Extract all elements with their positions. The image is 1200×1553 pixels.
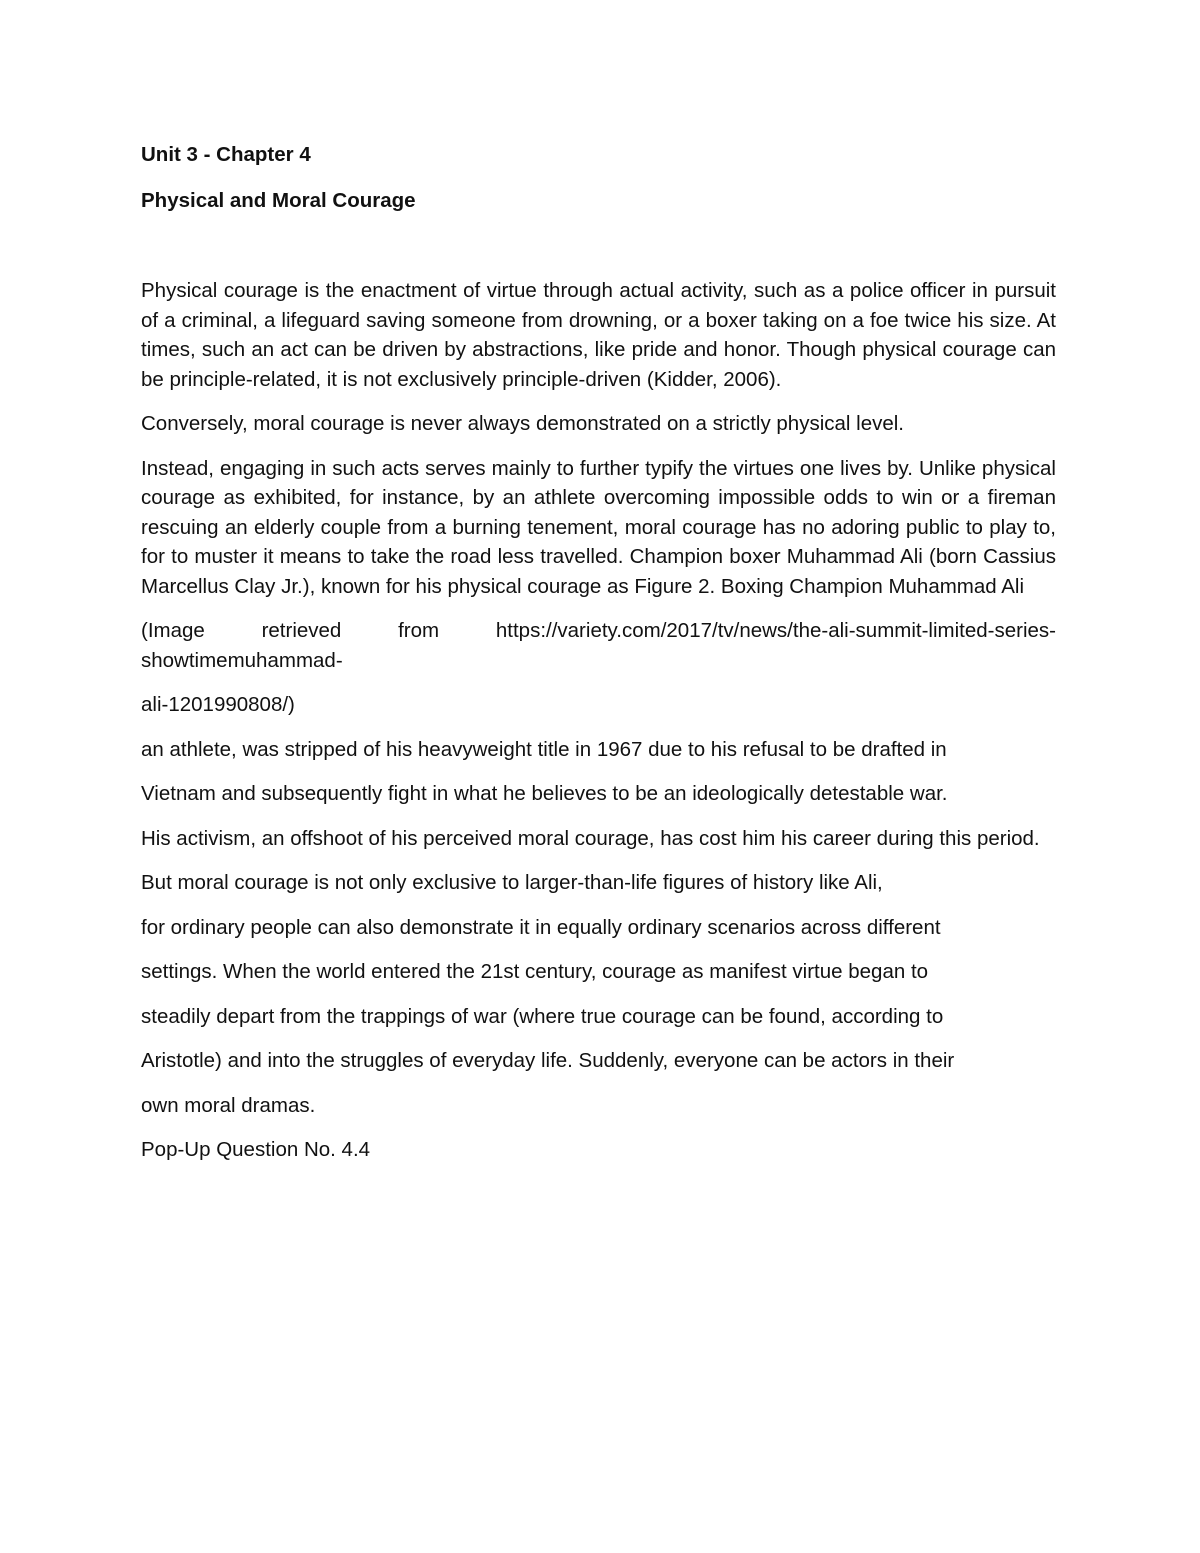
paragraph-instead: Instead, engaging in such acts serves mainly to further typify the virtues one lives by. Unlike physical courage as exhibited, for instance, by an athlete overcoming impossible odds to win or a fireman rescuing an elderly couple from a burning tenement, moral courage has no adoring public to play to, for to muster it means to take the road less travelled. Champion boxer Muhammad Ali (born Cassius Marcellus Clay Jr.), known for his physical courage as Figure 2. Boxing Champion Muhammad Ali xyxy=(141,456,1056,598)
paragraph-conversely: Conversely, moral courage is never always demonstrated on a strictly physical level. xyxy=(141,412,905,435)
paragraph-larger-than-life: But moral courage is not only exclusive to larger-than-life figures of history like Ali, xyxy=(141,871,883,894)
paragraph-activism: His activism, an offshoot of his perceived moral courage, has cost him his career during this period. xyxy=(141,826,1040,850)
section-title: Physical and Moral Courage xyxy=(141,189,416,212)
paragraph-vietnam: Vietnam and subsequently fight in what he believes to be an ideologically detestable war. xyxy=(141,782,948,805)
unit-heading: Unit 3 - Chapter 4 xyxy=(141,143,311,166)
paragraph-moral-dramas: own moral dramas. xyxy=(141,1093,316,1117)
paragraph-athlete-stripped: an athlete, was stripped of his heavyweight title in 1967 due to his refusal to be drafted in xyxy=(141,737,947,761)
document-body xyxy=(141,140,1056,1180)
paragraph-21st-century: settings. When the world entered the 21st century, courage as manifest virtue began to xyxy=(141,960,929,983)
paragraph-ordinary-people: for ordinary people can also demonstrate it in equally ordinary scenarios across different xyxy=(141,915,941,939)
paragraph-image-source-cont: ali-1201990808/) xyxy=(141,693,295,716)
paragraph-physical-courage: Physical courage is the enactment of virtue through actual activity, such as a police officer in pursuit of a criminal, a lifeguard saving someone from drowning, or a boxer taking on a foe twice his size. At times, such an act can be driven by abstractions, like pride and honor. Though physical courage can be principle-related, it is not exclusively principle-driven (Kidder, 2006). xyxy=(141,279,1056,391)
paragraph-image-source: (Image retrieved from https://variety.com/2017/tv/news/the-ali-summit-limited-series-showtimemuhammad- xyxy=(141,619,1056,672)
paragraph-trappings-of-war: steadily depart from the trappings of war (where true courage can be found, according to xyxy=(141,1004,944,1028)
paragraph-aristotle: Aristotle) and into the struggles of everyday life. Suddenly, everyone can be actors in their xyxy=(141,1049,955,1072)
pop-up-question: Pop-Up Question No. 4.4 xyxy=(141,1138,371,1161)
